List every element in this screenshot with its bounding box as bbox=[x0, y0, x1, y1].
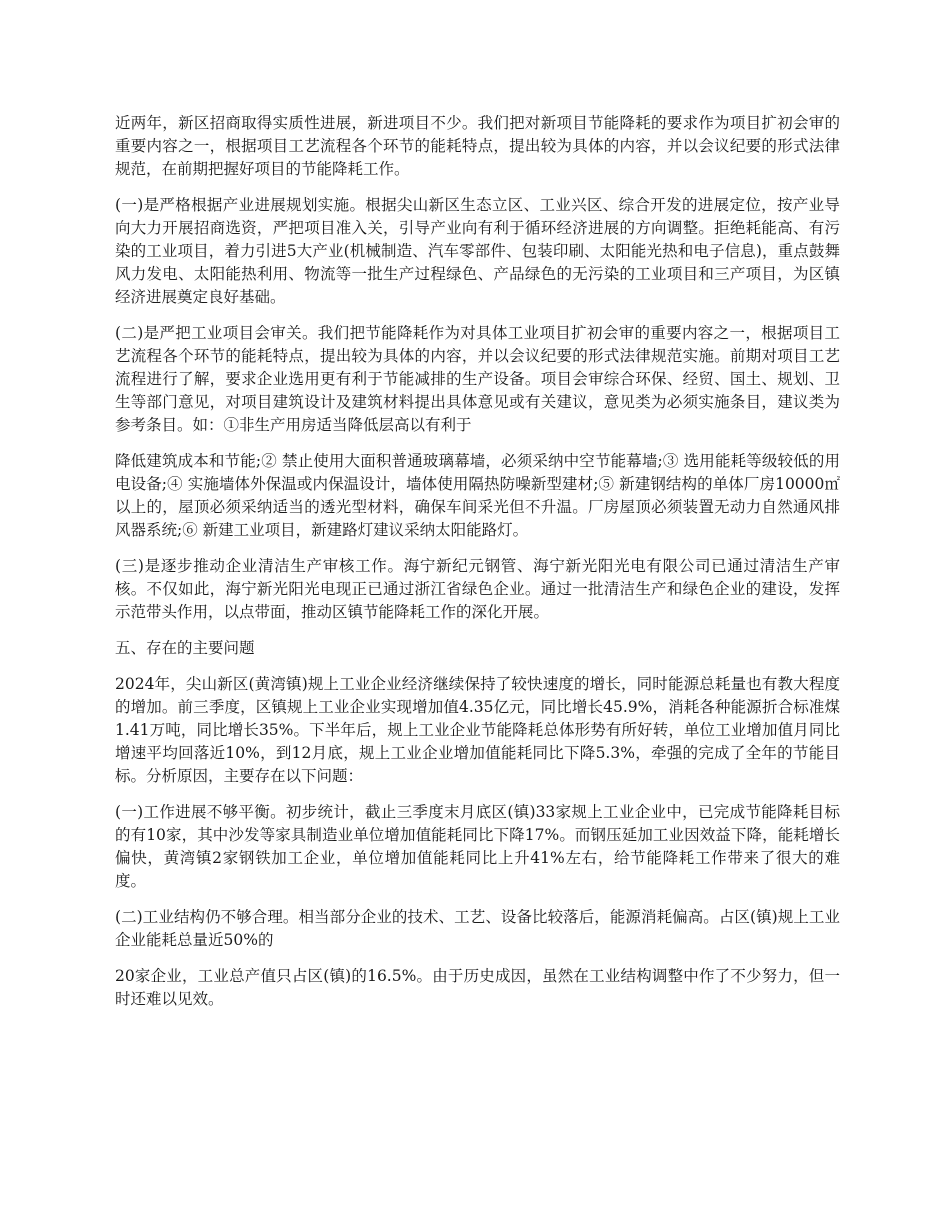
paragraph-item-3: (三)是逐步推动企业清洁生产审核工作。海宁新纪元钢管、海宁新光阳光电有限公司已通过清洁生产审核。不仅如此，海宁新光阳光电现正已通过浙江省绿色企业。通过一批清洁生产和绿色企业的建设，发挥示范带头作用，以点带面，推动区镇节能降耗工作的深化开展。 bbox=[115, 557, 840, 621]
paragraph-issue-2-continued: 20家企业，工业总产值只占区(镇)的16.5%。由于历史成因，虽然在工业结构调整中作了不少努力，但一时还难以见效。 bbox=[115, 967, 840, 1008]
section-heading: 五、存在的主要问题 bbox=[115, 639, 255, 657]
document-body bbox=[115, 112, 840, 1024]
paragraph-issue-2: (二)工业结构仍不够合理。相当部分企业的技术、工艺、设备比较落后，能源消耗偏高。占区(镇)规上工业企业能耗总量近50%的 bbox=[115, 908, 840, 949]
paragraph-issue-1: (一)工作进展不够平衡。初步统计，截止三季度末月底区(镇)33家规上工业企业中，已完成节能降耗目标的有10家，其中沙发等家具制造业单位增加值能耗同比下降17%。而钢压延加工业因效益下降，能耗增长偏快，黄湾镇2家钢铁加工企业，单位增加值能耗同比上升41%左右，给节能降耗工作带来了很大的难度。 bbox=[115, 803, 840, 890]
paragraph-item-2: (二)是严把工业项目会审关。我们把节能降耗作为对具体工业项目扩初会审的重要内容之一，根据项目工艺流程各个环节的能耗特点，提出较为具体的内容，并以会议纪要的形式法律规范实施。前期对项目工艺流程进行了解，要求企业选用更有利于节能减排的生产设备。项目会审综合环保、经贸、国土、规划、卫生等部门意见，对项目建筑设计及建筑材料提出具体意见或有关建议，意见类为必须实施条目，建议类为参考条目。如：①非生产用房适当降低层高以有利于 bbox=[115, 324, 840, 434]
paragraph-item-2-continued: 降低建筑成本和节能;② 禁止使用大面积普通玻璃幕墙，必须采纳中空节能幕墙;③ 选用能耗等级较低的用电设备;④ 实施墙体外保温或内保温设计，墙体使用隔热防噪新型建材;⑤ 新建钢结构的单体厂房10000㎡以上的，屋顶必须采纳适当的透光型材料，确保车间采光但不升温。厂房屋顶必须装置无动力自然通风排风器系统;⑥ 新建工业项目，新建路灯建议采纳太阳能路灯。 bbox=[115, 452, 840, 539]
paragraph-item-1: (一)是严格根据产业进展规划实施。根据尖山新区生态立区、工业兴区、综合开发的进展定位，按产业导向大力开展招商选资，严把项目准入关，引导产业向有利于循环经济进展的方向调整。拒绝耗能高、有污染的工业项目，着力引进5大产业(机械制造、汽车零部件、包装印刷、太阳能光热和电子信息)，重点鼓舞风力发电、太阳能热利用、物流等一批生产过程绿色、产品绿色的无污染的工业项目和三产项目，为区镇经济进展奠定良好基础。 bbox=[115, 196, 840, 306]
paragraph-overview-2024: 2024年，尖山新区(黄湾镇)规上工业企业经济继续保持了较快速度的增长，同时能源总耗量也有教大程度的增加。前三季度，区镇规上工业企业实现增加值4.35亿元，同比增长45.9%，消耗各种能源折合标准煤1.41万吨，同比增长35%。下半年后，规上工业企业节能降耗总体形势有所好转，单位工业增加值月同比增速平均回落近10%，到12月底，规上工业企业增加值能耗同比下降5.3%，牵强的完成了全年的节能目标。分析原因，主要存在以下问题： bbox=[115, 675, 840, 785]
paragraph-intro: 近两年，新区招商取得实质性进展，新进项目不少。我们把对新项目节能降耗的要求作为项目扩初会审的重要内容之一，根据项目工艺流程各个环节的能耗特点，提出较为具体的内容，并以会议纪要的形式法律规范，在前期把握好项目的节能降耗工作。 bbox=[115, 114, 840, 178]
